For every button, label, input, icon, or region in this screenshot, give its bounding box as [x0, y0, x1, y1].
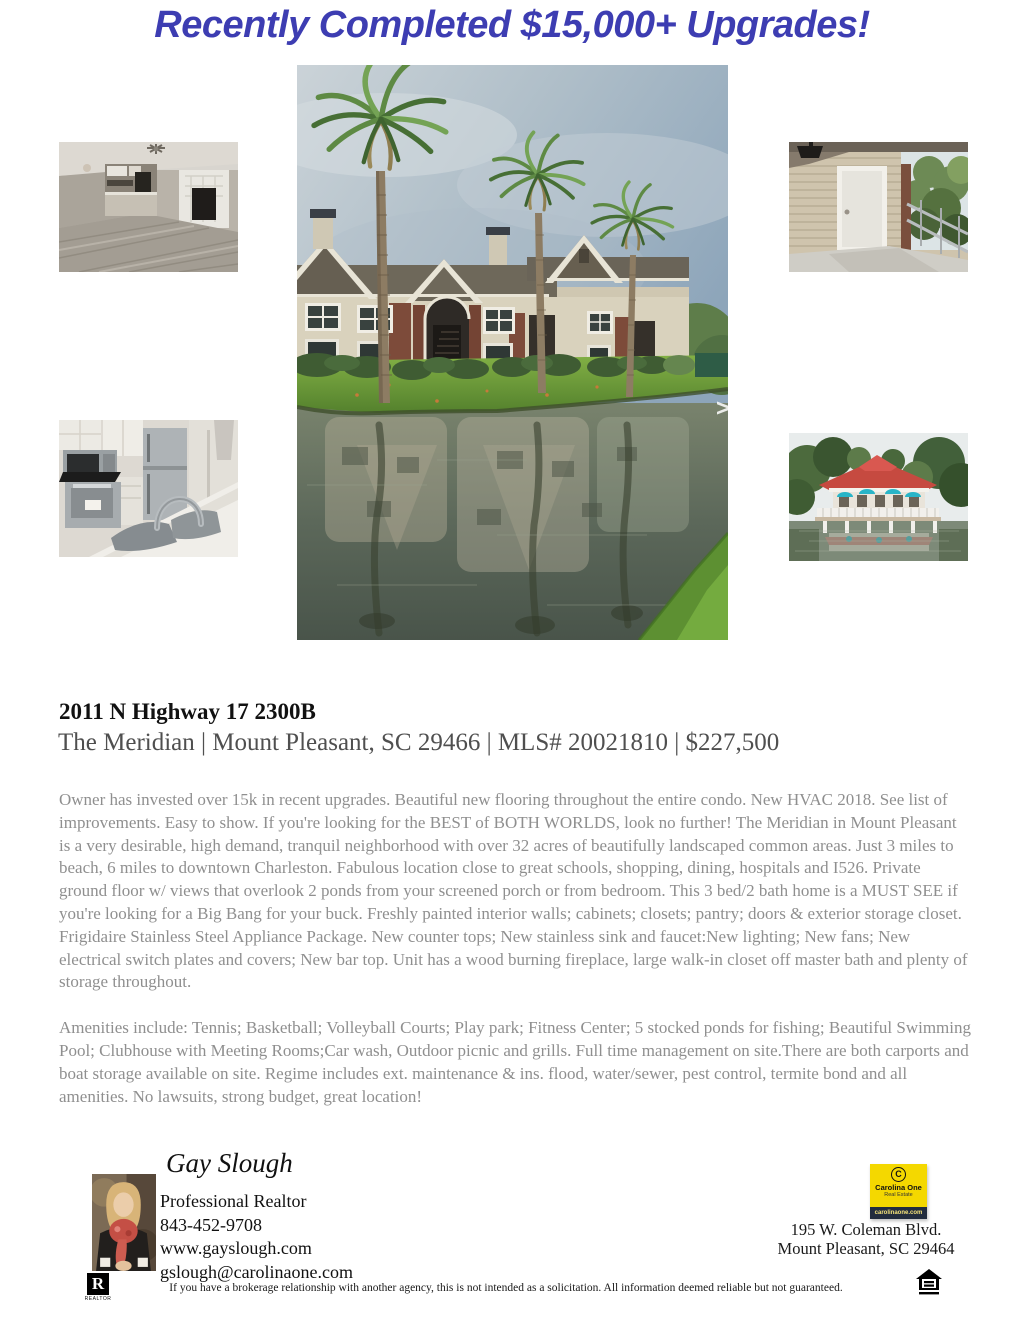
- agent-website[interactable]: www.gayslough.com: [160, 1238, 312, 1258]
- carolina-one-name: Carolina One: [875, 1183, 922, 1192]
- agent-portrait-photo: [92, 1174, 156, 1271]
- office-address: [776, 1221, 956, 1258]
- agent-title: Professional Realtor: [160, 1191, 307, 1211]
- equal-housing-icon: [915, 1268, 943, 1298]
- listing-description: [59, 789, 971, 1131]
- carolina-one-c-icon: C: [891, 1167, 906, 1182]
- carolina-one-logo: [870, 1164, 927, 1219]
- kitchen-photo: [59, 420, 238, 557]
- listing-address-title: 2011 N Highway 17 2300B: [59, 699, 316, 724]
- next-photo-arrow[interactable]: >: [716, 395, 731, 422]
- living-room-photo: [59, 142, 238, 272]
- porch-photo: [789, 142, 968, 272]
- listing-subtitle: The Meridian | Mount Pleasant, SC 29466 | MLS# 20021810 | $227,500: [58, 729, 780, 756]
- clubhouse-photo: [789, 433, 968, 561]
- office-address-line1: 195 W. Coleman Blvd.: [790, 1220, 942, 1239]
- agent-contact-block: [160, 1190, 353, 1284]
- carolina-one-url: carolinaone.com: [870, 1207, 927, 1219]
- description-paragraph-2: Amenities include: Tennis; Basketball; Volleyball Courts; Play park; Fitness Center; 5 stocked ponds for fishing; Beautiful Swimming Pool; Clubhouse with Meeting Rooms;Car wash, Outdoor picnic and grills. Full time management on site.There are both carports and boat storage available on site. Regime includes ext. maintenance & ins. flood, water/sewer, pest control, termite bond and all amenities. No lawsuits, strong budget, great location!: [59, 1018, 972, 1106]
- agent-email[interactable]: gslough@carolinaone.com: [160, 1261, 354, 1282]
- carolina-one-subtitle: Real Estate: [884, 1192, 913, 1198]
- agent-name: Gay Slough: [166, 1148, 293, 1178]
- main-photo: [297, 65, 731, 640]
- office-address-line2: Mount Pleasant, SC 29464: [777, 1238, 955, 1258]
- headline: Recently Completed $15,000+ Upgrades!: [154, 4, 870, 46]
- agent-phone: 843-452-9708: [160, 1214, 262, 1235]
- disclaimer-text: If you have a brokerage relationship with another agency, this is not intended as a solicitation. All information deemed reliable but not guaranteed.: [169, 1282, 843, 1294]
- carolina-one-logo-top: [870, 1164, 927, 1207]
- realtor-label: REALTOR: [84, 1296, 112, 1302]
- description-paragraph-1: Owner has invested over 15k in recent upgrades. Beautiful new flooring throughout the entire condo. New HVAC 2018. See list of improvements. Easy to show. If you're looking for the BEST of BOTH WORLDS, look no further! The Meridian in Mount Pleasant is a very desirable, high demand, tranquil neighborhood with over 32 acres of beautifully landscaped common areas. Just 3 miles to beach, 6 miles to downtown Charleston. Fabulous location close to great schools, shopping, dining, hospitals and I526. Private ground floor w/ views that overlook 2 ponds from your screened porch or from bedroom. This 3 bed/2 bath home is a MUST SEE if you're looking for a Big Bang for your buck. Freshly painted interior walls; cabinets; closets; pantry; doors & exterior storage closet. Frigidaire Stainless Steel Appliance Package. New counter tops; New stainless sink and faucet:New lighting; New fans; New electrical switch plates and covers; New bar top. Unit has a wood burning fireplace, large walk-in closet off master bath and plenty of storage throughout.: [59, 790, 968, 992]
- realtor-r-icon: R: [87, 1273, 109, 1295]
